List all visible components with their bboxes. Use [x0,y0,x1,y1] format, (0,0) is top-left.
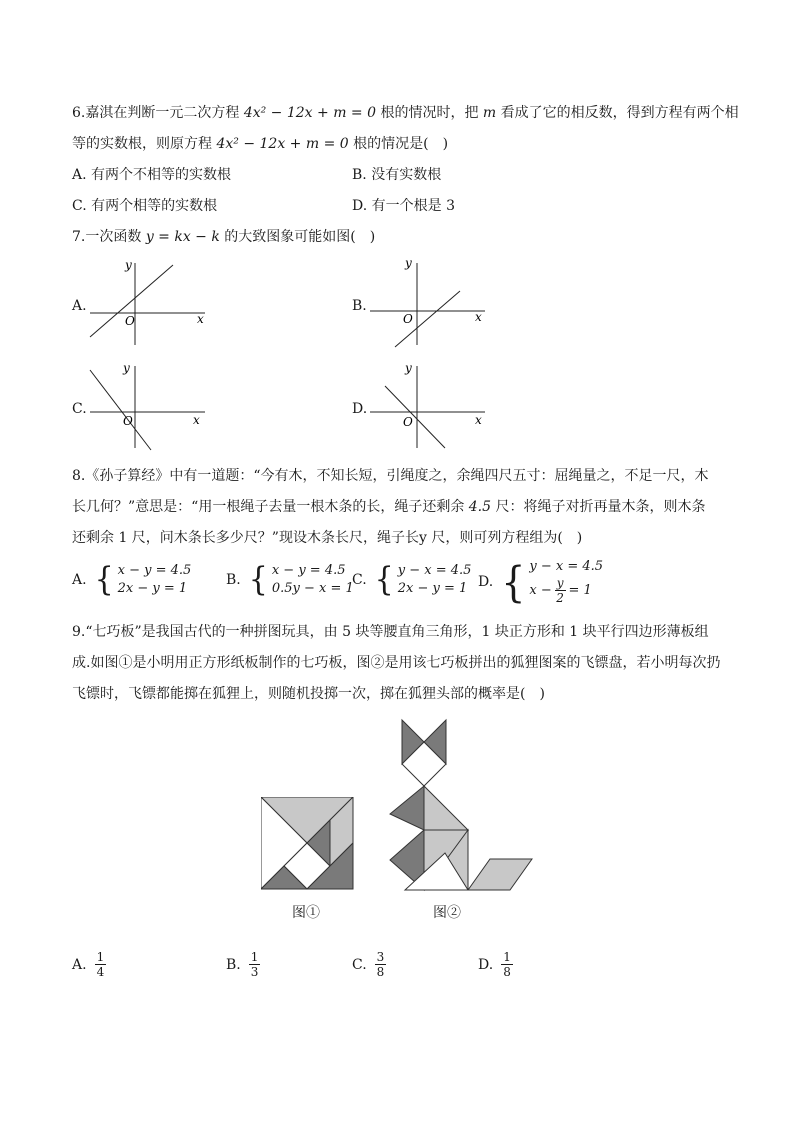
q7-equation: y = kx − k [145,229,220,245]
q6-equation-2: 4x² − 12x + m = 0 [216,136,349,152]
q8-stem-line1: 8.《孙子算经》中有一道题：“今有木，不知长短，引绳度之，余绳四尺五寸：屈绳量之，不足一尺，木 [72,468,709,484]
q8-option-b: B. { x − y = 4.5 0.5y − x = 1 [226,560,354,599]
y-axis-label: y [405,256,412,270]
x-axis-label: x [197,312,204,326]
q7-graph-d [365,358,495,453]
q6-stem-line2: 等的实数根，则原方程 4x² − 12x + m = 0 根的情况是( ) [72,136,449,152]
q8-stem-line3: 还剩余 1 尺，问木条长多少尺？”现设木条长尺，绳子长y 尺，则可列方程组为( ) [72,530,583,546]
q6-option-d: D. 有一个根是 3 [352,198,455,214]
x-axis-label: x [475,310,482,324]
q6-option-b: B. 没有实数根 [352,167,442,183]
fox-tangram-figure [385,715,535,893]
origin-label: O [403,312,413,326]
q9-option-b: B. $\frac{1}{3}$ [226,950,259,979]
q6-equation-1: 4x² − 12x + m = 0 [243,105,377,121]
tangram-square-figure [261,797,355,891]
q7-stem: 7.一次函数 y = kx − k 的大致图象可能如图( ) [72,229,376,245]
q7-option-b-label: B. [352,298,367,314]
q9-stem-line1: 9.“七巧板”是我国古代的一种拼图玩具，由 5 块等腰直角三角形，1 块正方形和 1 块平行四边形薄板组 [72,624,709,640]
y-axis-label: y [125,258,132,272]
q7-graph-c [85,358,215,453]
figure-2-caption: 图② [433,905,461,921]
q6-option-c: C. 有两个相等的实数根 [72,198,218,214]
origin-label: O [125,314,135,328]
q7-option-c-label: C. [72,401,87,417]
x-axis-label: x [193,413,200,427]
q8-option-c: C. { y − x = 4.5 2x − y = 1 [352,560,472,599]
y-axis-label: y [405,361,412,375]
q6-stem-line1: 6.嘉淇在判断一元二次方程 4x² − 12x + m = 0 根的情况时，把 m 看成了它的相反数，得到方程有两个相 [72,105,739,121]
q6-option-a: A. 有两个不相等的实数根 [72,167,232,183]
q7-graph-a [85,255,215,350]
q9-option-d: D. $\frac{1}{8}$ [478,950,511,979]
q8-stem-line2: 长几何？”意思是：“用一根绳子去量一根木条的长，绳子还剩余 4.5 尺：将绳子对折再量木条，则木条 [72,499,706,515]
q8-option-d: D. { y − x = 4.5 x − $\frac{y}{2}$ = 1 [478,557,604,606]
origin-label: O [123,414,133,428]
q8-option-a: A. { x − y = 4.5 2x − y = 1 [72,560,192,599]
q9-stem-line2: 成.如图①是小明用正方形纸板制作的七巧板，图②是用该七巧板拼出的狐狸图案的飞镖盘，若小明每次扔 [72,655,721,671]
q7-graph-b [365,255,495,350]
q9-option-a: A. $\frac{1}{4}$ [72,950,105,979]
q7-option-a-label: A. [72,298,87,314]
figure-1-caption: 图① [292,905,320,921]
q9-option-c: C. $\frac{3}{8}$ [352,950,385,979]
q9-stem-line3: 飞镖时，飞镖都能掷在狐狸上，则随机投掷一次，掷在狐狸头部的概率是( ) [72,686,545,702]
q7-option-d-label: D. [352,401,368,417]
y-axis-label: y [123,361,130,375]
x-axis-label: x [475,413,482,427]
origin-label: O [403,415,413,429]
